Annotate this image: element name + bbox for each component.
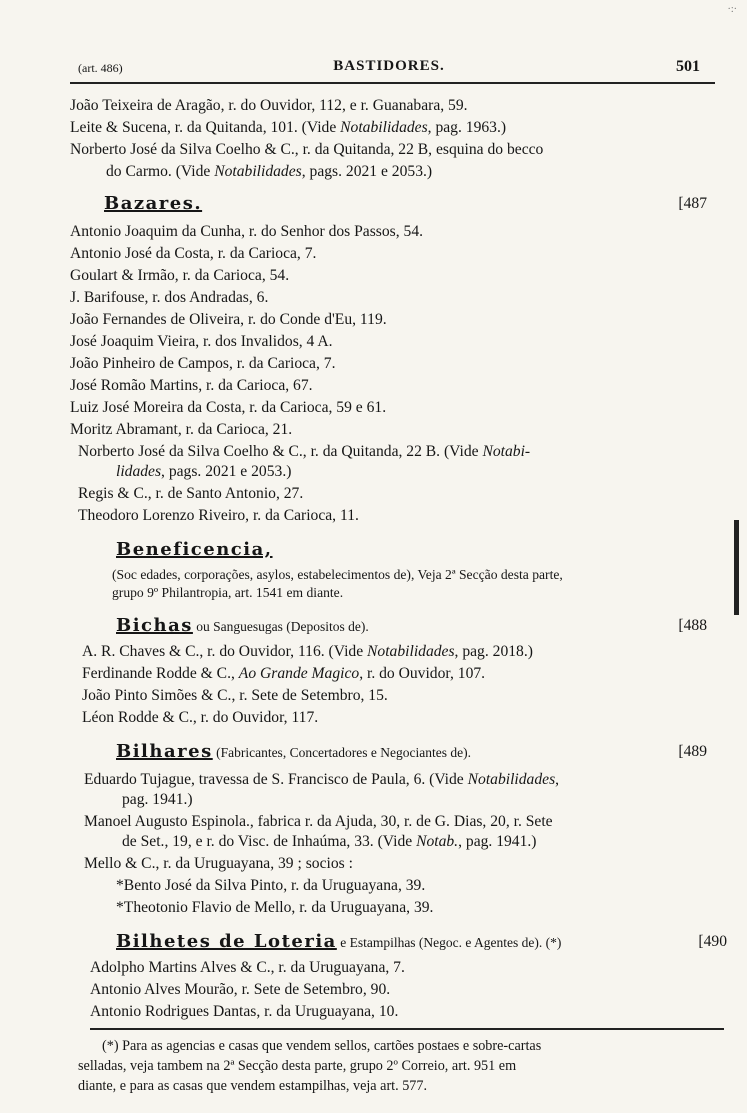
entry: Luiz José Moreira da Costa, r. da Carioca, 59 e 61. — [70, 399, 387, 416]
entry: Ferdinande Rodde & C., Ao Grande Magico, r. do Ouvidor, 107. — [82, 665, 486, 682]
entry-partner: *Bento José da Silva Pinto, r. da Uruguayana, 39. — [116, 877, 426, 894]
header-page-number: 501 — [676, 58, 700, 75]
entry: José Romão Martins, r. da Carioca, 67. — [70, 377, 313, 394]
entry-continuation: pag. 1941.) — [122, 791, 193, 808]
section-title: Bilhares — [116, 741, 213, 762]
header-article-ref: (art. 486) — [78, 61, 123, 75]
entry: Moritz Abramant, r. da Carioca, 21. — [70, 421, 293, 438]
section-subtitle: ou Sanguesugas (Depositos de). — [192, 619, 369, 634]
entry: Leite & Sucena, r. da Quitanda, 101. (Vide Notabilidades, pag. 1963.) — [70, 119, 507, 136]
section-heading-bazares — [104, 194, 202, 215]
entry: Antonio Joaquim da Cunha, r. do Senhor dos Passos, 54. — [70, 223, 424, 240]
footnote-line: diante, e para as casas que vendem estampilhas, veja art. 577. — [78, 1078, 428, 1094]
entry: Léon Rodde & C., r. do Ouvidor, 117. — [82, 709, 319, 726]
margin-mark: ·:· — [727, 4, 737, 15]
entry-continuation: do Carmo. (Vide Notabilidades, pags. 2021 e 2053.) — [106, 163, 433, 180]
entry: João Pinto Simões & C., r. Sete de Setembro, 15. — [82, 687, 388, 704]
section-subtitle: (Fabricantes, Concertadores e Negociantes de). — [212, 745, 471, 760]
entry-continuation: de Set., 19, e r. do Visc. de Inhaúma, 33. (Vide Notab., pag. 1941.) — [122, 833, 537, 850]
footnote-line: (*) Para as agencias e casas que vendem sellos, cartões postaes e sobre-cartas — [102, 1038, 542, 1054]
entry: Antonio José da Costa, r. da Carioca, 7. — [70, 245, 317, 262]
entry: Goulart & Irmão, r. da Carioca, 54. — [70, 267, 290, 284]
margin-bar — [734, 520, 739, 615]
entry: João Fernandes de Oliveira, r. do Conde d'Eu, 119. — [70, 311, 387, 328]
section-title: Bichas — [116, 615, 193, 636]
footnote-rule — [90, 1028, 724, 1030]
section-title: Beneficencia, — [116, 539, 273, 560]
entry: João Teixeira de Aragão, r. do Ouvidor, 112, e r. Guanabara, 59. — [70, 97, 468, 114]
section-title: Bazares. — [104, 193, 203, 214]
entry-continuation: lidades, pags. 2021 e 2053.) — [116, 463, 292, 480]
entry: Norberto José da Silva Coelho & C., r. da Quitanda, 22 B, esquina do becco — [70, 141, 544, 158]
entry: Eduardo Tujague, travessa de S. Francisco de Paula, 6. (Vide Notabilidades, — [84, 771, 560, 788]
entry-partner: *Theotonio Flavio de Mello, r. da Uruguayana, 39. — [116, 899, 434, 916]
entry: Norberto José da Silva Coelho & C., r. da Quitanda, 22 B. (Vide Notabi- — [78, 443, 531, 460]
entry: Antonio Alves Mourão, r. Sete de Setembro, 90. — [90, 981, 391, 998]
entry: João Pinheiro de Campos, r. da Carioca, 7. — [70, 355, 336, 372]
section-note: grupo 9º Philantropia, art. 1541 em diante. — [112, 585, 344, 600]
entry: A. R. Chaves & C., r. do Ouvidor, 116. (Vide Notabilidades, pag. 2018.) — [82, 643, 533, 660]
section-heading-beneficencia — [116, 540, 273, 561]
header-rule — [70, 82, 715, 84]
entry: J. Barifouse, r. dos Andradas, 6. — [70, 289, 269, 306]
section-number: [490 — [698, 933, 727, 950]
section-number: [488 — [678, 617, 707, 634]
section-number: [489 — [678, 743, 707, 760]
section-subtitle: e Estampilhas (Negoc. e Agentes de). (*) — [336, 935, 562, 950]
footnote-line: selladas, veja tambem na 2ª Secção desta parte, grupo 2º Correio, art. 951 em — [78, 1058, 517, 1074]
section-heading-bilhares — [116, 742, 471, 763]
section-number: [487 — [678, 195, 707, 212]
section-heading-bichas — [116, 616, 369, 637]
footnote — [78, 1036, 728, 1096]
entry: Regis & C., r. de Santo Antonio, 27. — [78, 485, 304, 502]
entry: José Joaquim Vieira, r. dos Invalidos, 4 A. — [70, 333, 333, 350]
section-heading-bilhetes — [116, 932, 561, 953]
entry: Manoel Augusto Espinola., fabrica r. da Ajuda, 30, r. de G. Dias, 20, r. Sete — [84, 813, 553, 830]
section-note: (Soc edades, corporações, asylos, estabelecimentos de), Veja 2ª Secção desta parte, — [112, 567, 563, 582]
entry: Theodoro Lorenzo Riveiro, r. da Carioca, 11. — [78, 507, 359, 524]
section-title: Bilhetes de Loteria — [116, 931, 337, 952]
entry: Antonio Rodrigues Dantas, r. da Uruguayana, 10. — [90, 1003, 399, 1020]
entry: Mello & C., r. da Uruguayana, 39 ; socios : — [84, 855, 353, 872]
entry: Adolpho Martins Alves & C., r. da Uruguayana, 7. — [90, 959, 405, 976]
page-header — [78, 58, 700, 82]
header-title: BASTIDORES. — [333, 58, 445, 74]
